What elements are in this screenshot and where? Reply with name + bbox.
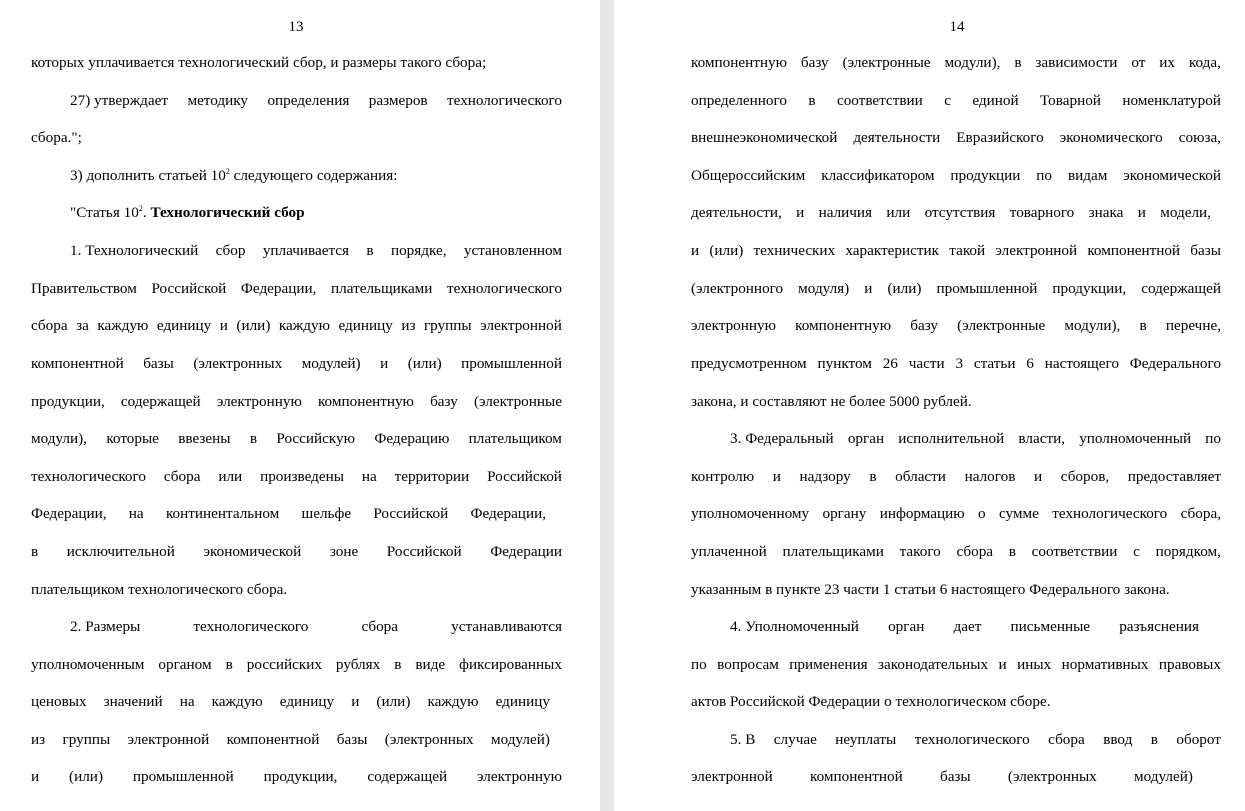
word: Российскую bbox=[276, 430, 355, 447]
word: плательщиком bbox=[468, 430, 562, 447]
word: методику bbox=[187, 92, 249, 109]
word: значений bbox=[103, 693, 163, 710]
text-line bbox=[691, 316, 1221, 336]
word: модули), bbox=[31, 430, 87, 447]
word: в bbox=[31, 543, 39, 560]
word: промышленной bbox=[132, 768, 234, 785]
word: в bbox=[808, 92, 816, 109]
word: сборов, bbox=[1060, 468, 1110, 485]
word: которые bbox=[106, 430, 159, 447]
word: компонентной bbox=[31, 355, 124, 372]
word: модели, bbox=[1160, 204, 1211, 221]
word: исполнительной bbox=[898, 430, 1005, 447]
word: каждую bbox=[97, 317, 149, 334]
word: Российской bbox=[151, 280, 227, 297]
word: иных bbox=[1017, 656, 1052, 673]
word: электронную bbox=[216, 393, 302, 410]
word: уплаченной bbox=[691, 543, 767, 560]
word: части bbox=[908, 355, 945, 372]
word: Общероссийским bbox=[691, 167, 806, 184]
text-line bbox=[31, 279, 562, 299]
word: и bbox=[1034, 468, 1043, 485]
word: (электронных bbox=[384, 731, 474, 748]
word: органу bbox=[822, 505, 867, 522]
text-line bbox=[31, 767, 562, 787]
word: в bbox=[366, 242, 374, 259]
word: с bbox=[1133, 543, 1140, 560]
word: устанавливаются bbox=[451, 618, 562, 635]
word: и bbox=[351, 693, 360, 710]
word: технических bbox=[753, 242, 836, 259]
word: надзору bbox=[799, 468, 851, 485]
page-number: 14 bbox=[949, 19, 965, 35]
word: внешнеэкономической bbox=[691, 129, 838, 146]
word: уполномоченному bbox=[691, 505, 810, 522]
word: такого bbox=[899, 543, 941, 560]
word: Евразийского bbox=[956, 129, 1044, 146]
word: технологического bbox=[447, 92, 562, 109]
word: на bbox=[128, 505, 144, 522]
word: и bbox=[219, 317, 228, 334]
word: орган bbox=[847, 430, 885, 447]
text-line bbox=[730, 730, 1221, 750]
word: продукции, bbox=[1052, 280, 1127, 297]
word: сбора, bbox=[1180, 505, 1221, 522]
text-line bbox=[70, 617, 562, 637]
word: 6 bbox=[1026, 355, 1034, 372]
word: Товарной bbox=[1040, 92, 1101, 109]
word: компонентной bbox=[809, 768, 903, 785]
word: деятельности, bbox=[691, 204, 782, 221]
word: продукции, bbox=[263, 768, 338, 785]
word: исключительной bbox=[66, 543, 175, 560]
text-line: указанным в пункте 23 части 1 статьи 6 настоящего Федерального закона. bbox=[691, 581, 1170, 598]
word: от bbox=[1131, 54, 1146, 71]
word: 4. Уполномоченный bbox=[730, 618, 859, 635]
text-line bbox=[730, 617, 1199, 637]
word: органом bbox=[158, 656, 212, 673]
text-line: закона, и составляют не более 5000 рублей. bbox=[691, 393, 972, 410]
word: или bbox=[886, 204, 911, 221]
word: порядке, bbox=[390, 242, 447, 259]
text-line bbox=[31, 542, 562, 562]
word: плательщиками bbox=[782, 543, 884, 560]
word: компонентную bbox=[795, 317, 892, 334]
word: дает bbox=[953, 618, 982, 635]
word: размеров bbox=[368, 92, 428, 109]
text-line: актов Российской Федерации о технологическом сборе. bbox=[691, 693, 1051, 710]
word: экономической bbox=[203, 543, 302, 560]
text-line bbox=[691, 542, 1221, 562]
word: ввод bbox=[1103, 731, 1133, 748]
word: группы bbox=[423, 317, 472, 334]
word: и bbox=[31, 768, 40, 785]
superscript: 2 bbox=[138, 204, 143, 213]
word: на bbox=[361, 468, 377, 485]
word: виде bbox=[415, 656, 446, 673]
word: в bbox=[225, 656, 233, 673]
word: в bbox=[1014, 54, 1022, 71]
text-line: плательщиком технологического сбора. bbox=[31, 581, 288, 598]
word: за bbox=[76, 317, 89, 334]
word: базы bbox=[336, 731, 368, 748]
text-line bbox=[70, 241, 562, 261]
word: продукции bbox=[950, 167, 1021, 184]
word: и bbox=[864, 280, 873, 297]
text-line bbox=[691, 767, 1193, 787]
word: единицу bbox=[156, 317, 212, 334]
word: единицу bbox=[495, 693, 550, 710]
word: и bbox=[1137, 204, 1146, 221]
word: модулей) bbox=[301, 355, 361, 372]
word: соответствии bbox=[1031, 543, 1118, 560]
word: области bbox=[895, 468, 946, 485]
word: неуплаты bbox=[835, 731, 897, 748]
text-line bbox=[691, 53, 1221, 73]
word: электронной bbox=[480, 317, 562, 334]
text-line bbox=[691, 354, 1221, 374]
word: законодательных bbox=[878, 656, 989, 673]
text-line: которых уплачивается технологический сбор, и размеры такого сбора; bbox=[31, 54, 487, 71]
word: 5. В bbox=[730, 731, 756, 748]
word: электронной bbox=[691, 768, 773, 785]
word: Правительством bbox=[31, 280, 137, 297]
text-run: . bbox=[142, 204, 151, 221]
word: статьи bbox=[973, 355, 1016, 372]
word: базы bbox=[1190, 242, 1221, 259]
document-page-14 bbox=[614, 0, 1245, 811]
word: продукции, bbox=[31, 393, 105, 410]
document-page-13 bbox=[0, 0, 600, 811]
text-line bbox=[691, 467, 1221, 487]
text-line bbox=[31, 692, 550, 712]
word: территории bbox=[394, 468, 470, 485]
word: классификатором bbox=[821, 167, 935, 184]
word: из bbox=[401, 317, 416, 334]
word: сбора bbox=[31, 317, 68, 334]
word: ввезены bbox=[178, 430, 231, 447]
word: технологического bbox=[1052, 505, 1168, 522]
text-line bbox=[31, 392, 562, 412]
word: сбора bbox=[1048, 731, 1085, 748]
word: в bbox=[394, 656, 402, 673]
word: Федерации, bbox=[240, 280, 317, 297]
word: (электронные bbox=[842, 54, 931, 71]
word: Федерального bbox=[1129, 355, 1221, 372]
word: знака bbox=[1088, 204, 1124, 221]
word: по bbox=[691, 656, 707, 673]
word: порядком, bbox=[1155, 543, 1221, 560]
word: по bbox=[1036, 167, 1053, 184]
word: видам bbox=[1067, 167, 1108, 184]
word: компонентную bbox=[317, 393, 414, 410]
word: зависимости bbox=[1035, 54, 1118, 71]
word: наличия bbox=[818, 204, 873, 221]
text-line bbox=[691, 655, 1221, 675]
text-line bbox=[31, 730, 550, 750]
word: уполномоченным bbox=[31, 656, 145, 673]
word: Российской bbox=[373, 505, 449, 522]
word: модули), bbox=[1064, 317, 1121, 334]
word: товарного bbox=[1009, 204, 1075, 221]
word: о bbox=[978, 505, 986, 522]
word: такой bbox=[949, 242, 986, 259]
word: пунктом bbox=[817, 355, 872, 372]
word: с bbox=[944, 92, 951, 109]
word: (или) bbox=[236, 317, 271, 334]
word: электронной bbox=[127, 731, 210, 748]
word: (электронных bbox=[1007, 768, 1097, 785]
word: письменные bbox=[1010, 618, 1091, 635]
word: орган bbox=[888, 618, 925, 635]
word: 2. Размеры bbox=[70, 618, 141, 635]
text-line bbox=[70, 166, 397, 186]
text-line bbox=[691, 91, 1221, 111]
word: оборот bbox=[1176, 731, 1221, 748]
word: настоящего bbox=[1044, 355, 1119, 372]
text-line bbox=[31, 504, 546, 524]
word: Российской bbox=[487, 468, 562, 485]
word: Федерации bbox=[490, 543, 562, 560]
word: электронной bbox=[995, 242, 1078, 259]
word: деятельности bbox=[853, 129, 941, 146]
word: единицу bbox=[279, 693, 335, 710]
word: сбора bbox=[163, 468, 201, 485]
word: (электронных bbox=[193, 355, 283, 372]
word: (или) bbox=[407, 355, 442, 372]
word: налогов bbox=[964, 468, 1016, 485]
word: сбора bbox=[361, 618, 399, 635]
word: соответствии bbox=[836, 92, 923, 109]
word: группы bbox=[62, 731, 111, 748]
word: уполномоченный bbox=[1079, 430, 1192, 447]
word: и bbox=[691, 242, 700, 259]
superscript: 2 bbox=[225, 167, 230, 176]
word: отсутствия bbox=[924, 204, 996, 221]
text-line bbox=[691, 166, 1221, 186]
word: в bbox=[1008, 543, 1016, 560]
text-line bbox=[31, 354, 562, 374]
word: ценовых bbox=[31, 693, 87, 710]
word: компонентной bbox=[226, 731, 320, 748]
text-line bbox=[70, 91, 562, 111]
text-line bbox=[691, 241, 1221, 261]
word: каждую bbox=[278, 317, 330, 334]
word: 26 bbox=[882, 355, 898, 372]
word: каждую bbox=[211, 693, 263, 710]
word: уплачивается bbox=[262, 242, 350, 259]
word: характеристик bbox=[845, 242, 940, 259]
word: информацию bbox=[879, 505, 965, 522]
word: (электронного bbox=[691, 280, 784, 297]
word: правовых bbox=[1158, 656, 1221, 673]
word: содержащей bbox=[120, 393, 201, 410]
word: технологического bbox=[31, 468, 146, 485]
word: сумме bbox=[998, 505, 1039, 522]
word: Федерации, bbox=[470, 505, 546, 522]
word: каждую bbox=[427, 693, 479, 710]
word: шельфе bbox=[301, 505, 352, 522]
word: базы bbox=[939, 768, 971, 785]
word: Федерации, bbox=[31, 505, 107, 522]
word: технологического bbox=[193, 618, 309, 635]
word: произведены bbox=[260, 468, 344, 485]
word: по bbox=[1205, 430, 1221, 447]
word: (или) bbox=[709, 242, 744, 259]
word: модули), bbox=[944, 54, 1001, 71]
word: континентальном bbox=[165, 505, 280, 522]
word: (или) bbox=[376, 693, 411, 710]
text-run: 3) дополнить статьей 10 bbox=[70, 167, 226, 184]
word: экономического bbox=[1059, 129, 1163, 146]
word: и bbox=[998, 656, 1007, 673]
page-number: 13 bbox=[288, 19, 304, 35]
word: в bbox=[1139, 317, 1147, 334]
word: модулей) bbox=[1134, 768, 1193, 785]
word: российских bbox=[246, 656, 322, 673]
word: в bbox=[249, 430, 258, 447]
text-line bbox=[691, 504, 1221, 524]
word: технологического bbox=[447, 280, 562, 297]
word: применения bbox=[789, 656, 868, 673]
word: электронную bbox=[691, 317, 776, 334]
text-line bbox=[31, 655, 562, 675]
word: кода, bbox=[1188, 54, 1221, 71]
word: или bbox=[218, 468, 243, 485]
word: базу bbox=[910, 317, 938, 334]
text-run: "Статья 10 bbox=[70, 204, 139, 221]
word: (электронные bbox=[957, 317, 1046, 334]
word: вопросам bbox=[717, 656, 779, 673]
word: разъяснения bbox=[1119, 618, 1199, 635]
word: союза, bbox=[1178, 129, 1221, 146]
word: промышленной bbox=[461, 355, 562, 372]
text-line bbox=[31, 429, 562, 449]
word: и bbox=[772, 468, 781, 485]
word: компонентную bbox=[691, 54, 787, 71]
word: предусмотренном bbox=[691, 355, 807, 372]
text-run: следующего содержания: bbox=[229, 167, 398, 184]
word: их bbox=[1159, 54, 1175, 71]
text-line bbox=[691, 203, 1211, 223]
text-line bbox=[691, 128, 1221, 148]
text-line: сбора."; bbox=[31, 129, 82, 146]
word: установленном bbox=[463, 242, 562, 259]
word: содержащей bbox=[1141, 280, 1221, 297]
word: 3 bbox=[955, 355, 964, 372]
word: контролю bbox=[691, 468, 755, 485]
word: Федерацию bbox=[374, 430, 450, 447]
word: 1. Технологический bbox=[70, 242, 199, 259]
text-line bbox=[691, 279, 1221, 299]
text-line bbox=[730, 429, 1221, 449]
word: базы bbox=[143, 355, 174, 372]
word: определенного bbox=[691, 92, 787, 109]
word: единой bbox=[972, 92, 1019, 109]
word: рублях bbox=[335, 656, 381, 673]
word: фиксированных bbox=[459, 656, 562, 673]
word: 27) утверждает bbox=[70, 92, 169, 109]
word: 3. Федеральный bbox=[730, 430, 834, 447]
word: электронную bbox=[477, 768, 562, 785]
word: случае bbox=[773, 731, 817, 748]
word: плательщиками bbox=[331, 280, 433, 297]
word: промышленной bbox=[936, 280, 1038, 297]
word: в bbox=[1150, 731, 1158, 748]
text-line bbox=[31, 316, 562, 336]
word: перечне, bbox=[1165, 317, 1221, 334]
word: определения bbox=[267, 92, 350, 109]
word: и bbox=[380, 355, 389, 372]
word: модулей) bbox=[491, 731, 550, 748]
word: нормативных bbox=[1061, 656, 1149, 673]
word: номенклатурой bbox=[1122, 92, 1221, 109]
word: (электронные bbox=[473, 393, 562, 410]
word: компонентной bbox=[1087, 242, 1181, 259]
word: Российской bbox=[386, 543, 462, 560]
word: зоне bbox=[329, 543, 359, 560]
word: сбора bbox=[956, 543, 994, 560]
word: экономической bbox=[1123, 167, 1221, 184]
word: в bbox=[869, 468, 877, 485]
text-line bbox=[31, 467, 562, 487]
word: власти, bbox=[1018, 430, 1066, 447]
word: модуля) bbox=[798, 280, 850, 297]
word: (или) bbox=[887, 280, 922, 297]
word: (или) bbox=[69, 768, 103, 785]
word: содержащей bbox=[367, 768, 448, 785]
word: единицу bbox=[338, 317, 393, 334]
word: предоставляет bbox=[1127, 468, 1221, 485]
word: и bbox=[796, 204, 805, 221]
word: сбор bbox=[215, 242, 246, 259]
word: технологического bbox=[914, 731, 1030, 748]
article-heading: Технологический сбор bbox=[150, 204, 305, 221]
word: базу bbox=[800, 54, 829, 71]
text-line bbox=[70, 203, 305, 223]
word: из bbox=[31, 731, 46, 748]
word: на bbox=[179, 693, 195, 710]
word: базу bbox=[430, 393, 458, 410]
